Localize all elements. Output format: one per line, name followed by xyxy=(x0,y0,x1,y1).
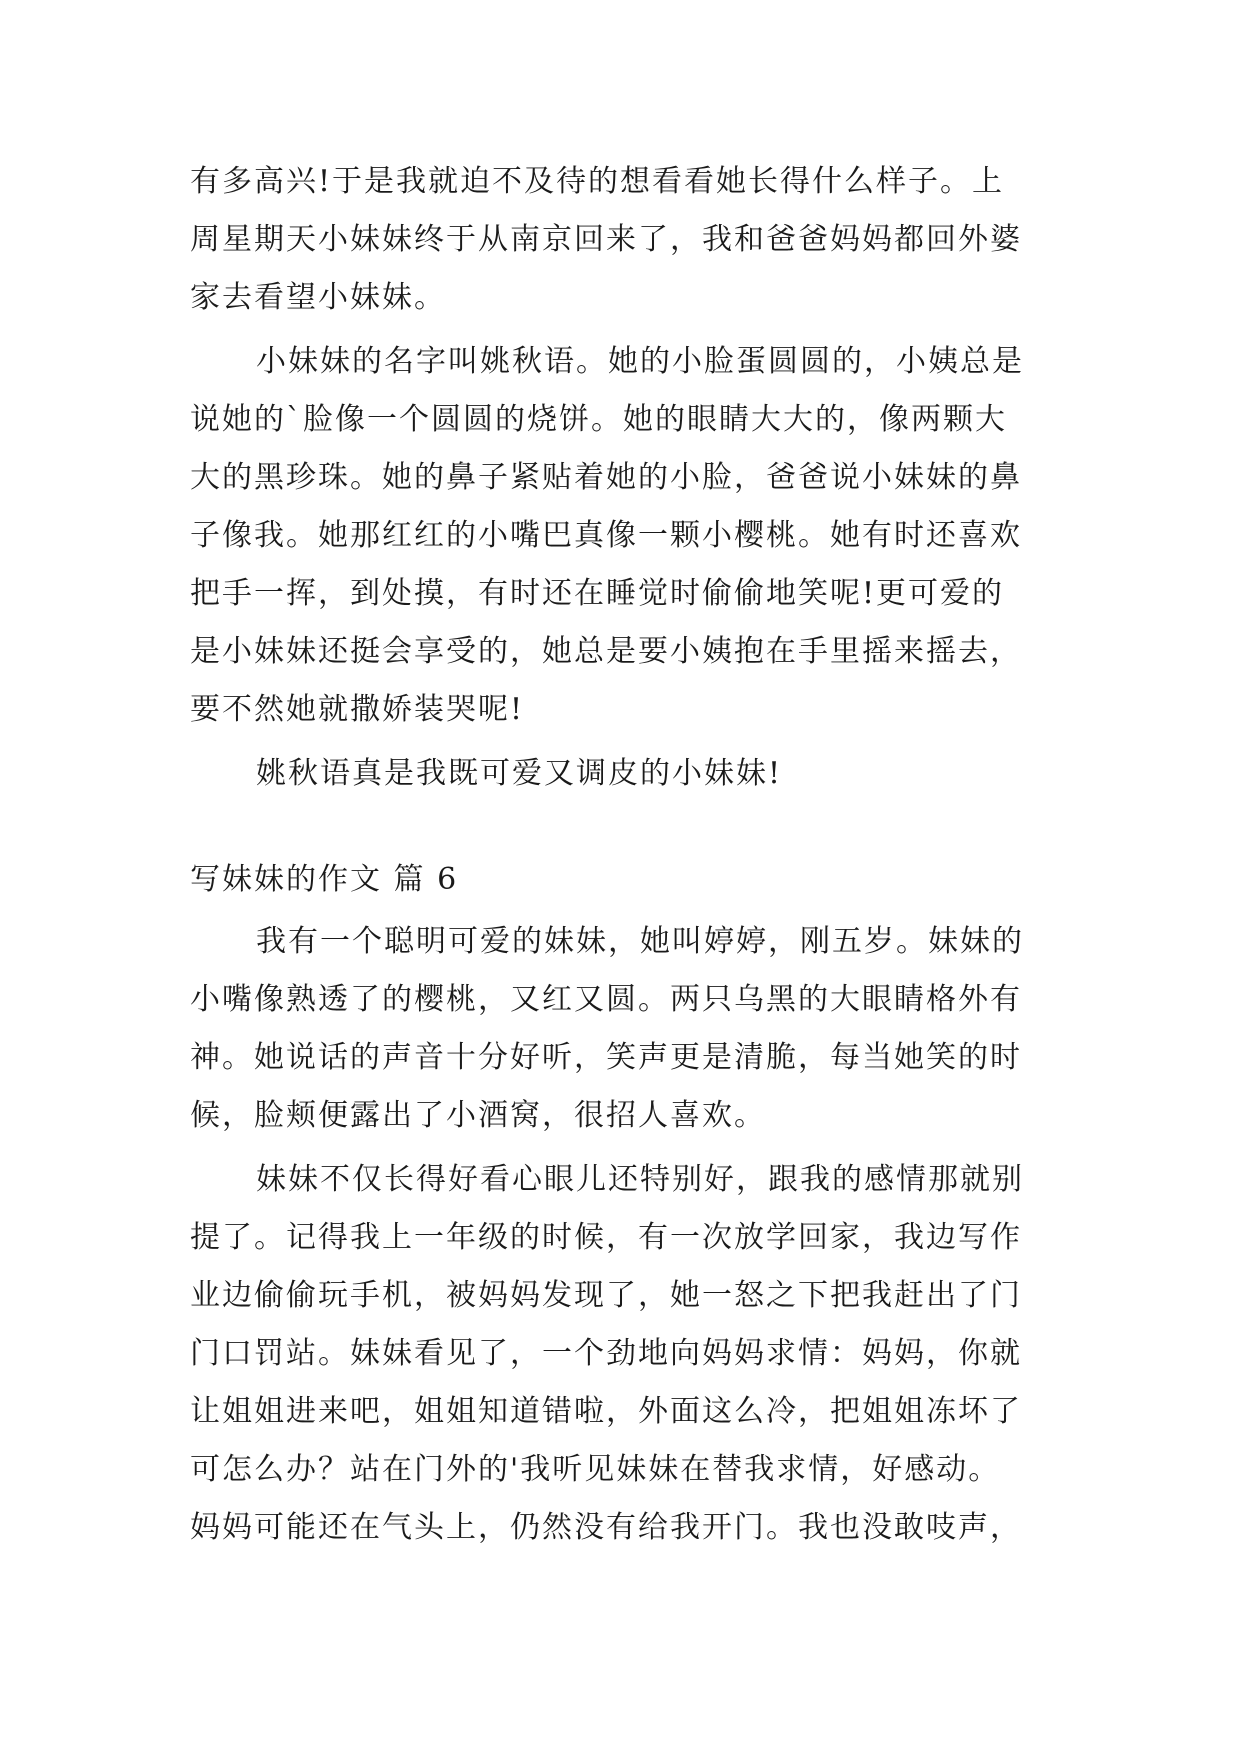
paragraph-line: 姚秋语真是我既可爱又调皮的小妹妹! xyxy=(256,756,783,791)
paragraph-line: 候，脸颊便露出了小酒窝，很招人喜欢。 xyxy=(190,1098,766,1133)
paragraph-line: 让姐姐进来吧，姐姐知道错啦，外面这么冷，把姐姐冻坏了 xyxy=(190,1394,1022,1429)
paragraph-line: 可怎么办？站在门外的'我听见妹妹在替我求情，好感动。 xyxy=(190,1452,1001,1487)
paragraph-line: 神。她说话的声音十分好听，笑声更是清脆，每当她笑的时 xyxy=(190,1040,1022,1075)
paragraph-line: 妹妹不仅长得好看心眼儿还特别好，跟我的感情那就别 xyxy=(256,1162,1024,1197)
paragraph-line: 提了。记得我上一年级的时候，有一次放学回家，我边写作 xyxy=(190,1220,1022,1255)
section-heading: 写妹妹的作文 篇 6 xyxy=(190,862,459,897)
paragraph-line: 要不然她就撒娇装哭呢! xyxy=(190,692,525,727)
paragraph-line: 有多高兴!于是我就迫不及待的想看看她长得什么样子。上 xyxy=(190,164,1005,199)
paragraph-line: 周星期天小妹妹终于从南京回来了，我和爸爸妈妈都回外婆 xyxy=(190,222,1022,257)
paragraph-line: 把手一挥，到处摸，有时还在睡觉时偷偷地笑呢!更可爱的 xyxy=(190,576,1005,611)
paragraph-line: 业边偷偷玩手机，被妈妈发现了，她一怒之下把我赶出了门 xyxy=(190,1278,1022,1313)
paragraph-line: 妈妈可能还在气头上，仍然没有给我开门。我也没敢吱声， xyxy=(190,1510,1022,1545)
paragraph-line: 小嘴像熟透了的樱桃，又红又圆。两只乌黑的大眼睛格外有 xyxy=(190,982,1022,1017)
paragraph-line: 门口罚站。妹妹看见了，一个劲地向妈妈求情：妈妈，你就 xyxy=(190,1336,1022,1371)
paragraph-line: 大的黑珍珠。她的鼻子紧贴着她的小脸，爸爸说小妹妹的鼻 xyxy=(190,460,1022,495)
paragraph-line: 我有一个聪明可爱的妹妹，她叫婷婷，刚五岁。妹妹的 xyxy=(256,924,1024,959)
paragraph-line: 说她的`脸像一个圆圆的烧饼。她的眼睛大大的，像两颗大 xyxy=(190,402,1007,437)
paragraph-line: 小妹妹的名字叫姚秋语。她的小脸蛋圆圆的，小姨总是 xyxy=(256,344,1024,379)
paragraph-line: 是小妹妹还挺会享受的，她总是要小姨抱在手里摇来摇去， xyxy=(190,634,1022,669)
paragraph-line: 子像我。她那红红的小嘴巴真像一颗小樱桃。她有时还喜欢 xyxy=(190,518,1022,553)
paragraph-line: 家去看望小妹妹。 xyxy=(190,280,446,315)
